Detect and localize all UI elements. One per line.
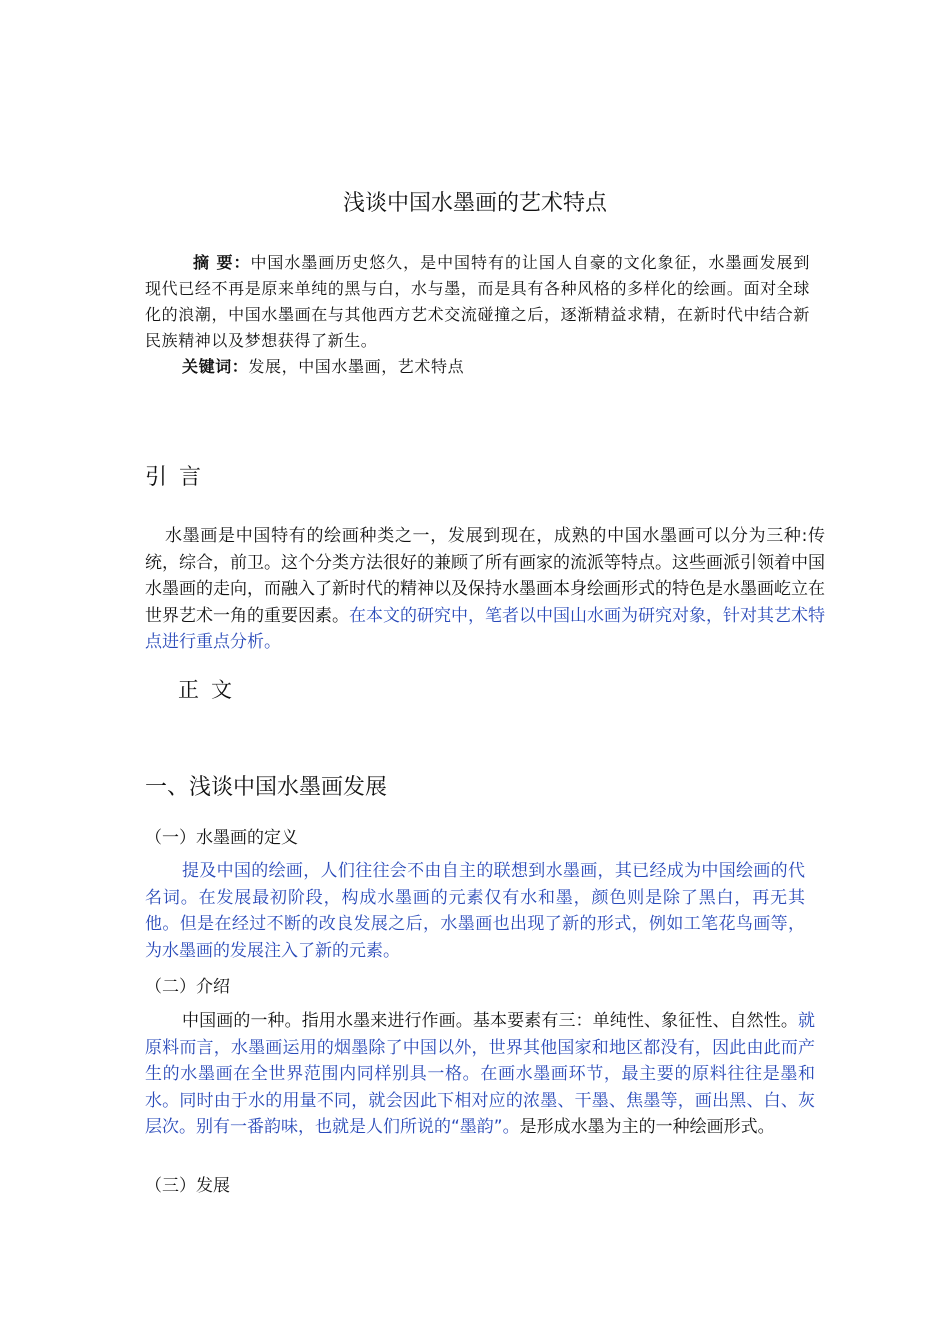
subsection-2-paragraph <box>145 1008 815 1141</box>
intro-text: 水墨画是中国特有的绘画种类之一，发展到现在，成熟的中国水墨画可以分为三种:传统，综合，前卫。这个分类方法很好的兼顾了所有画家的流派等特点。这些画派引领着中国水墨画的走向，而融入了新时代的精神以及保持水墨画本身绘画形式的特色是水墨画屹立在世界艺术一角的重要因素。 <box>145 526 825 626</box>
abstract-label: 摘 要： <box>193 253 251 272</box>
keywords-line <box>145 354 810 380</box>
intro-highlight-text: 在本文的研究中，笔者以中国山水画为研究对象，针对其艺术特点进行重点分析。 <box>145 605 825 652</box>
subsection-3-heading: （三）发展 <box>145 1176 230 1196</box>
subsection-1-paragraph: 提及中国的绘画，人们往往会不由自主的联想到水墨画，其已经成为中国绘画的代名词。在发展最初阶段，构成水墨画的元素仅有水和墨，颜色则是除了黑白，再无其他。但是在经过不断的改良发展之后，水墨画也出现了新的形式，例如工笔花鸟画等，为水墨画的发展注入了新的元素。 <box>145 861 805 961</box>
paper-title: 浅谈中国水墨画的艺术特点 <box>342 191 607 216</box>
abstract-block <box>145 250 810 380</box>
abstract-text: 中国水墨画历史悠久，是中国特有的让国人自豪的文化象征，水墨画发展到现代已经不再是原来单纯的黑与白，水与墨，而是具有各种风格的多样化的绘画。面对全球化的浪潮，中国水墨画在与其他西方艺术交流碰撞之后，逐渐精益求精，在新时代中结合新民族精神以及梦想获得了新生。 <box>145 253 810 350</box>
abstract-paragraph <box>145 250 810 354</box>
subsection-1-heading: （一）水墨画的定义 <box>145 828 298 848</box>
keywords-text: 发展，中国水墨画，艺术特点 <box>248 357 465 376</box>
subsection-2-heading: （二）介绍 <box>145 977 230 997</box>
subsection-2-text-2: 是形成水墨为主的一种绘画形式。 <box>519 1117 775 1137</box>
intro-paragraph <box>145 523 825 656</box>
body-heading: 正文 <box>178 678 244 702</box>
subsection-2-highlight-text: 就原料而言，水墨画运用的烟墨除了中国以外，世界其他国家和地区都没有，因此由此而产生的水墨画在全世界范围内同样别具一格。在画水墨画环节，最主要的原料往往是墨和水。同时由于水的用量不同，就会因此下相对应的浓墨、干墨、焦墨等，画出黑、白、灰层次。别有一番韵味，也就是人们所说的“墨韵”。 <box>145 1011 815 1137</box>
subsection-2-text-1: 中国画的一种。指用水墨来进行作画。基本要素有三：单纯性、象征性、自然性。 <box>182 1011 798 1031</box>
intro-heading: 引言 <box>145 465 214 490</box>
section-1-heading: 一、浅谈中国水墨画发展 <box>145 775 388 800</box>
keywords-label: 关键词： <box>182 357 249 376</box>
